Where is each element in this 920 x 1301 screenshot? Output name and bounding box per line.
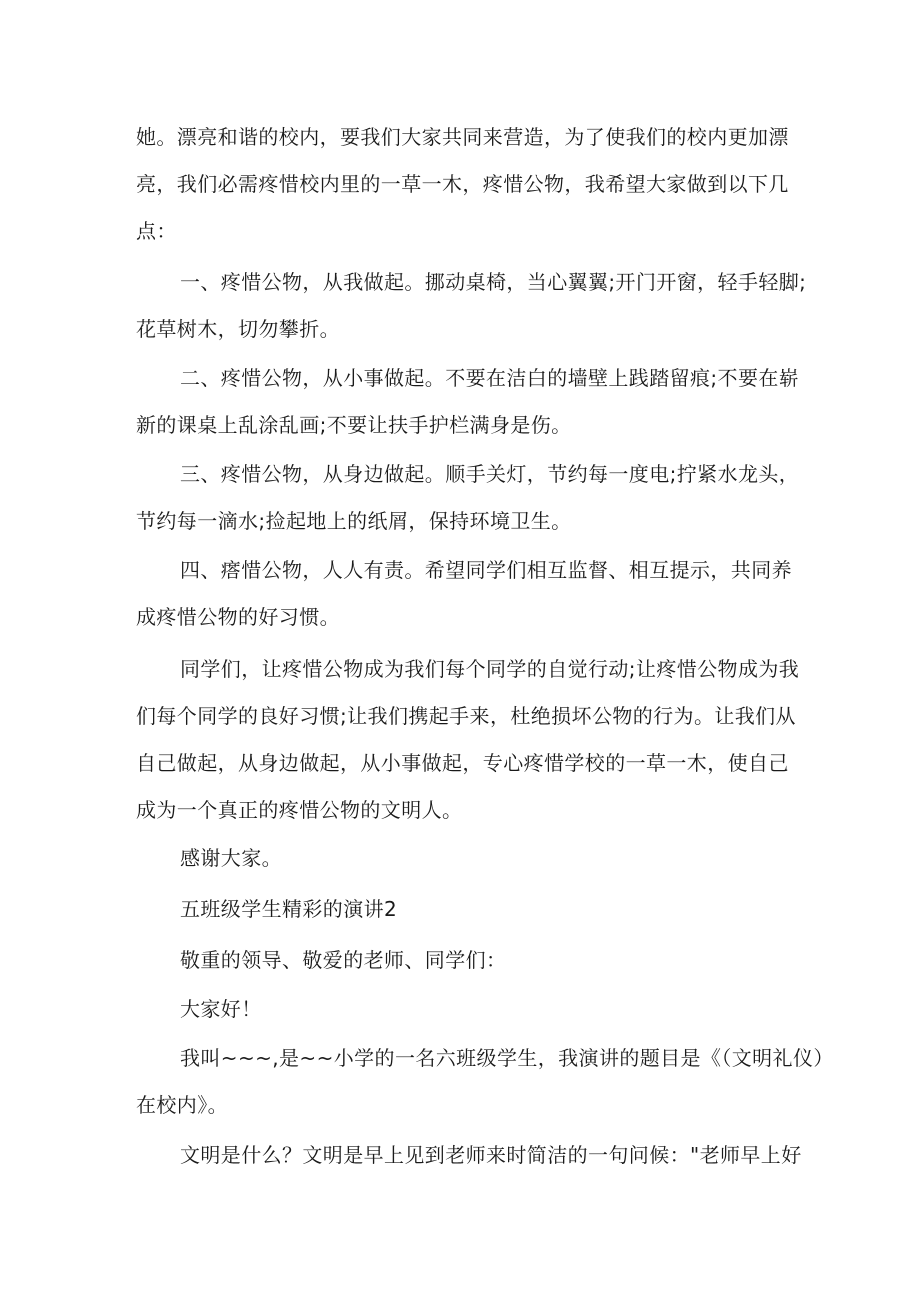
paragraph-thanks <box>136 835 796 882</box>
text-line: 我叫~~~,是~~小学的一名六班级学生，我演讲的题目是《（文明礼仪） <box>180 1046 834 1070</box>
text-line: 文明是什么？文明是早上见到老师来时简洁的一句问候："老师早上好 <box>180 1143 802 1167</box>
paragraph-classmates-appeal <box>136 646 800 834</box>
text-line: 在校内》。 <box>136 1093 228 1117</box>
text-line: 成疼惜公物的好习惯。 <box>136 605 340 629</box>
text-line: 亮，我们必需疼惜校内里的一草一木，疼惜公物，我希望大家做到以下几 <box>136 172 789 196</box>
text-line: 节约每一滴水;捡起地上的纸屑，保持环境卫生。 <box>136 509 572 533</box>
text-line: 一、疼惜公物，从我做起。挪动桌椅，当心翼翼;开门开窗，轻手轻脚; <box>180 270 807 294</box>
text-line: 花草树木，切勿攀折。 <box>136 317 340 341</box>
paragraph-point-three <box>136 451 800 545</box>
section-heading <box>136 886 796 933</box>
text-line: 新的课桌上乱涂乱画;不要让扶手护栏满身是伤。 <box>136 413 572 437</box>
paragraph-self-intro <box>136 1035 834 1129</box>
text-line: 四、瘩惜公物，人人有责。希望同学们相互监督、相互提示，共同养 <box>180 558 792 582</box>
text-line: 敬重的领导、敬爱的老师、同学们： <box>180 948 507 972</box>
paragraph-point-one <box>136 259 807 353</box>
paragraph-intro-continuation <box>136 114 796 255</box>
text-line: 们每个同学的良好习惯;让我们携起手来，杜绝损坏公物的行为。让我们从 <box>136 704 796 728</box>
text-line: 同学们，让疼惜公物成为我们每个同学的自觉行动;让疼惜公物成为我 <box>180 657 800 681</box>
heading-text: 五班级学生精彩的演讲2 <box>180 897 398 921</box>
paragraph-salutation <box>136 937 796 984</box>
text-line: 自己做起，从身边做起，从小事做起，专心疼惜学校的一草一木，使自己 <box>136 751 789 775</box>
text-line: 她。漂亮和谐的校内，要我们大家共同来营造，为了使我们的校内更加漂 <box>136 125 789 149</box>
paragraph-point-four <box>136 547 796 641</box>
paragraph-point-two <box>136 355 800 449</box>
text-line: 感谢大家。 <box>180 846 282 870</box>
paragraph-what-is-civility <box>136 1132 802 1179</box>
text-line: 成为一个真正的疼惜公物的文明人。 <box>136 798 463 822</box>
paragraph-greeting <box>136 986 796 1033</box>
text-line: 二、疼惜公物，从小事做起。不要在洁白的墙壁上践踏留痕;不要在崭 <box>180 366 800 390</box>
text-line: 大家好！ <box>180 997 262 1021</box>
text-line: 三、疼惜公物，从身边做起。顺手关灯，节约每一度电;拧紧水龙头， <box>180 462 800 486</box>
text-line: 点： <box>136 219 177 243</box>
